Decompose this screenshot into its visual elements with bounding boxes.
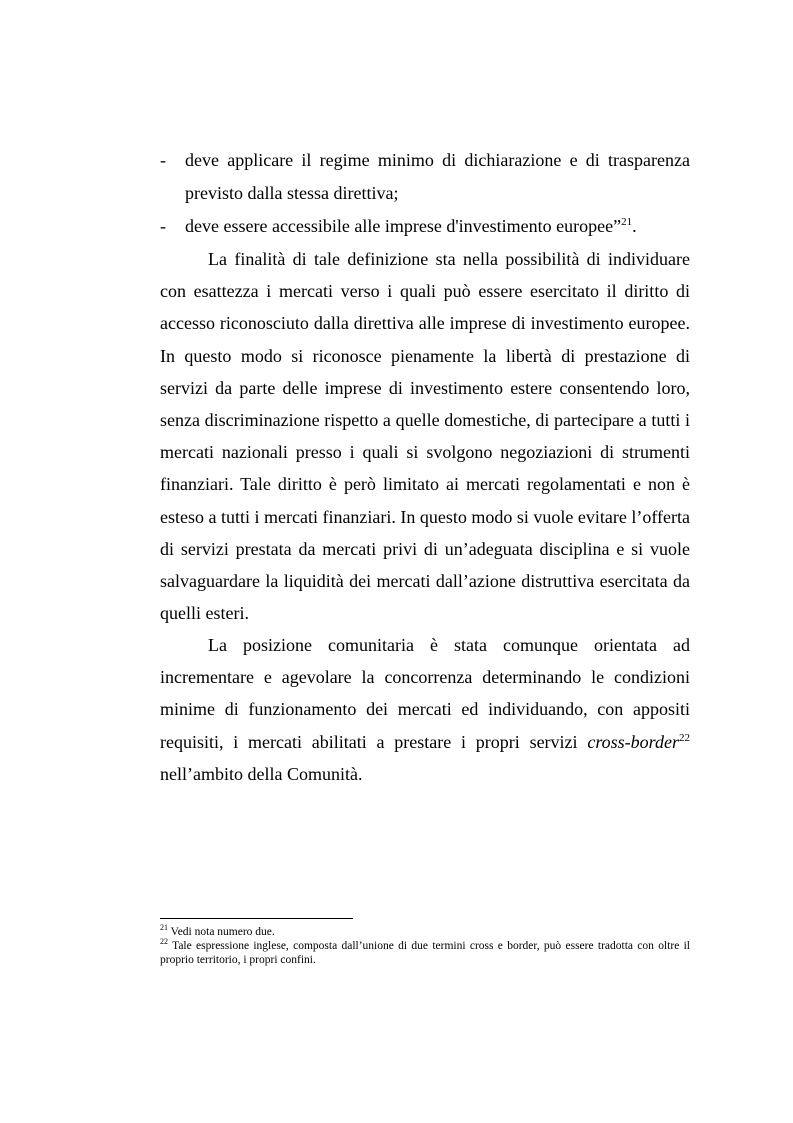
bullet-item: [160, 144, 690, 210]
footnote-number: 22: [160, 937, 168, 947]
bullet-text-body: deve essere accessibile alle imprese d'investimento europee”: [185, 216, 622, 236]
footnote-reference-21[interactable]: 21: [621, 216, 633, 228]
bullet-text-end: .: [632, 216, 637, 236]
paragraph-text: La posizione comunitaria è stata comunque orientata ad incrementare e agevolare la concorrenza determinando le condizioni minime di funzionamento dei mercati ed individuando, con appositi requisiti, i mercati abilitati a prestare i propri servizi: [160, 635, 690, 752]
italic-term: cross-border: [587, 731, 679, 752]
bullet-dash: -: [160, 216, 166, 236]
footnote-text: Tale espressione inglese, composta dall’unione di due termini cross e border, può essere tradotta con oltre il proprio territorio, i propri confini.: [160, 940, 690, 966]
footnote-separator: [160, 918, 353, 919]
paragraph-text-end: nell’ambito della Comunità.: [160, 763, 363, 784]
bullet-item: [160, 210, 690, 243]
footnote-text: Vedi nota numero due.: [168, 926, 275, 938]
bullet-text: deve applicare il regime minimo di dichiarazione e di trasparenza previsto dalla stessa direttiva;: [185, 150, 690, 203]
footnote-22: [160, 939, 690, 967]
body-paragraph: [160, 629, 690, 790]
footnotes-section: [160, 925, 690, 967]
bullet-text: [185, 210, 690, 243]
footnote-number: 21: [160, 923, 168, 933]
footnote-reference-22[interactable]: 22: [679, 731, 690, 744]
body-paragraph: La finalità di tale definizione sta nella possibilità di individuare con esattezza i mercati verso i quali può essere esercitato il diritto di accesso riconosciuto dalla direttiva alle imprese di investimento europee. In questo modo si riconosce pienamente la libertà di prestazione di servizi da parte delle imprese di investimento estere consentendo loro, senza discriminazione rispetto a quelle domestiche, di partecipare a tutti i mercati nazionali presso i quali si svolgono negoziazioni di strumenti finanziari. Tale diritto è però limitato ai mercati regolamentati e non è esteso a tutti i mercati finanziari. In questo modo si vuole evitare l’offerta di servizi prestata da mercati privi di un’adeguata disciplina e si vuole salvaguardare la liquidità dei mercati dall’azione distruttiva esercitata da quelli esteri.: [160, 249, 690, 624]
footnote-21: [160, 925, 690, 939]
bullet-dash: -: [160, 150, 166, 170]
